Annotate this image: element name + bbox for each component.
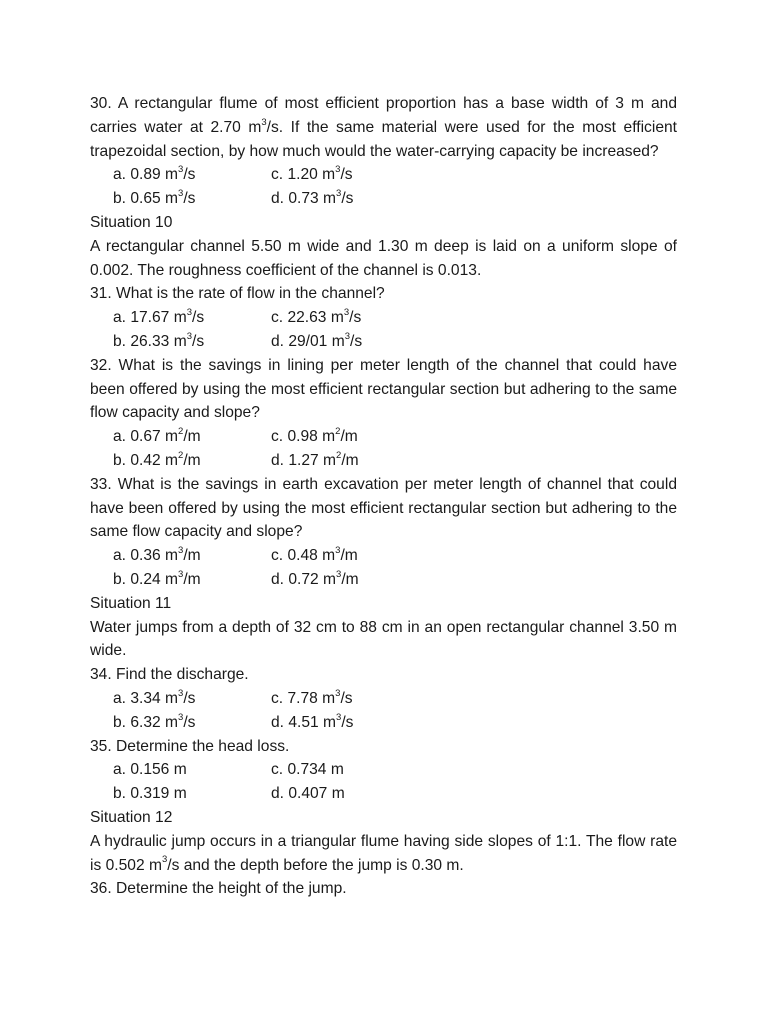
situation-10-title: Situation 10 [90, 213, 173, 231]
option-d: d. 29/01 $m^3/s$ [271, 330, 363, 350]
option-d: d. 0.73 $m^3/s$ [271, 188, 354, 208]
question-31-options [90, 306, 677, 354]
situation-12-text: A hydraulic jump occurs in a triangular flume having side slopes of 1:1. The flow rate is 0.502 $m^3/s$ and the depth before the jump is 0.30 m. [90, 832, 677, 874]
option-c: c. 1.20 $m^3/s$ [271, 164, 353, 184]
option-b: b. 0.65 $m^3/s$ [113, 188, 196, 208]
situation-11-title: Situation 11 [90, 594, 172, 612]
option-b: b. 0.42 $m^2/m$ [113, 449, 201, 469]
question-36-text: 36. Determine the height of the jump. [90, 880, 347, 898]
question-33-options [90, 544, 677, 592]
option-b: b. 0.24 $m^3/m$ [113, 568, 201, 588]
option-d: d. 1.27 $m^2/m$ [271, 449, 359, 469]
option-a: a. 0.89 $m^3/s$ [113, 164, 196, 184]
option-b: b. 26.33 $m^3/s$ [113, 330, 205, 350]
option-c: c. 0.48 $m^3/m$ [271, 544, 358, 565]
question-33-text: 33. What is the savings in earth excavation per meter length of channel that could have been offered by using the most efficient rectangular section but adhering to the same flow capacity and slope? [90, 475, 677, 541]
option-d: d. 0.407 m [271, 785, 345, 803]
option-a: a. 17.67 $m^3/s$ [113, 306, 205, 327]
option-c: c. 22.63 $m^3/s$ [271, 306, 362, 327]
question-35-options [90, 758, 677, 806]
question-30-text: 30. A rectangular flume of most efficient proportion has a base width of 3 m and carries water at 2.70 $m^3/s$. If the same material were used for the most efficient trapezoidal section, by how much would the water-carrying capacity be increased? [90, 95, 677, 160]
question-32-options [90, 425, 677, 473]
question-31-text: 31. What is the rate of flow in the channel? [90, 285, 385, 303]
situation-12-title: Situation 12 [90, 808, 173, 826]
question-35-text: 35. Determine the head loss. [90, 737, 290, 755]
option-b: b. 6.32 $m^3/s$ [113, 711, 196, 731]
question-30-options [90, 163, 677, 211]
option-c: c. 0.734 m [271, 761, 344, 779]
option-c: c. 7.78 $m^3/s$ [271, 687, 353, 707]
situation-11-text: Water jumps from a depth of 32 cm to 88 cm in an open rectangular channel 3.50 m wide. [90, 618, 677, 660]
option-a: a. 3.34 $m^3/s$ [113, 687, 196, 707]
situation-10-text: A rectangular channel 5.50 m wide and 1.30 m deep is laid on a uniform slope of 0.002. The roughness coefficient of the channel is 0.013. [90, 237, 677, 279]
option-d: d. 0.72 $m^3/m$ [271, 568, 359, 588]
option-a: a. 0.36 $m^3/m$ [113, 544, 201, 565]
option-a: a. 0.156 m [113, 761, 187, 779]
option-d: d. 4.51 $m^3/s$ [271, 711, 354, 731]
question-34-options [90, 687, 677, 735]
problem-set [90, 92, 677, 901]
option-b: b. 0.319 m [113, 785, 187, 803]
option-a: a. 0.67 $m^2/m$ [113, 425, 201, 446]
question-32-text: 32. What is the savings in lining per meter length of the channel that could have been offered by using the most efficient rectangular section but adhering to the same flow capacity and slope? [90, 356, 677, 422]
option-c: c. 0.98 $m^2/m$ [271, 425, 358, 446]
question-34-text: 34. Find the discharge. [90, 666, 249, 684]
